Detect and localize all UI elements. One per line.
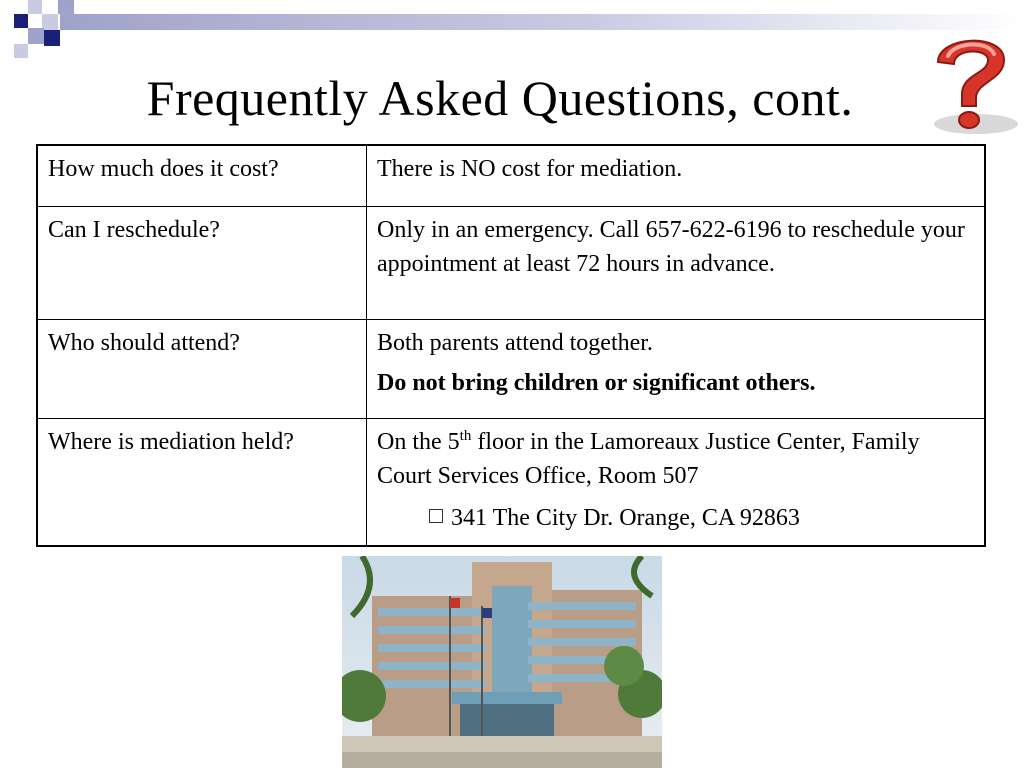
- table-row: [37, 320, 985, 419]
- table-row: [37, 145, 985, 207]
- answer-cell: There is NO cost for mediation.: [367, 145, 986, 207]
- answer-cell: [367, 419, 986, 547]
- address-bullet: [377, 501, 974, 535]
- title-accent-bar: [60, 14, 1024, 30]
- question-cell: How much does it cost?: [37, 145, 367, 207]
- address-text: 341 The City Dr. Orange, CA 92863: [451, 505, 800, 531]
- hollow-square-bullet-icon: [429, 509, 443, 523]
- slide-title: Frequently Asked Questions, cont.: [146, 70, 854, 126]
- answer-text: Both parents attend together.: [377, 330, 653, 356]
- question-mark-icon: [918, 28, 1022, 138]
- question-cell: Where is mediation held?: [37, 419, 367, 547]
- question-cell: Who should attend?: [37, 320, 367, 419]
- answer-note: Do not bring children or significant others.: [377, 370, 816, 396]
- table-row: [37, 207, 985, 320]
- answer-text: On the 5th floor in the Lamoreaux Justice Center, Family Court Services Office, Room 507: [377, 428, 920, 489]
- table-row: [37, 419, 985, 547]
- answer-cell: [367, 320, 986, 419]
- courthouse-photo: [342, 556, 662, 768]
- faq-table: [36, 144, 986, 547]
- question-cell: Can I reschedule?: [37, 207, 367, 320]
- answer-cell: Only in an emergency. Call 657-622-6196 to reschedule your appointment at least 72 hours in advance.: [367, 207, 986, 320]
